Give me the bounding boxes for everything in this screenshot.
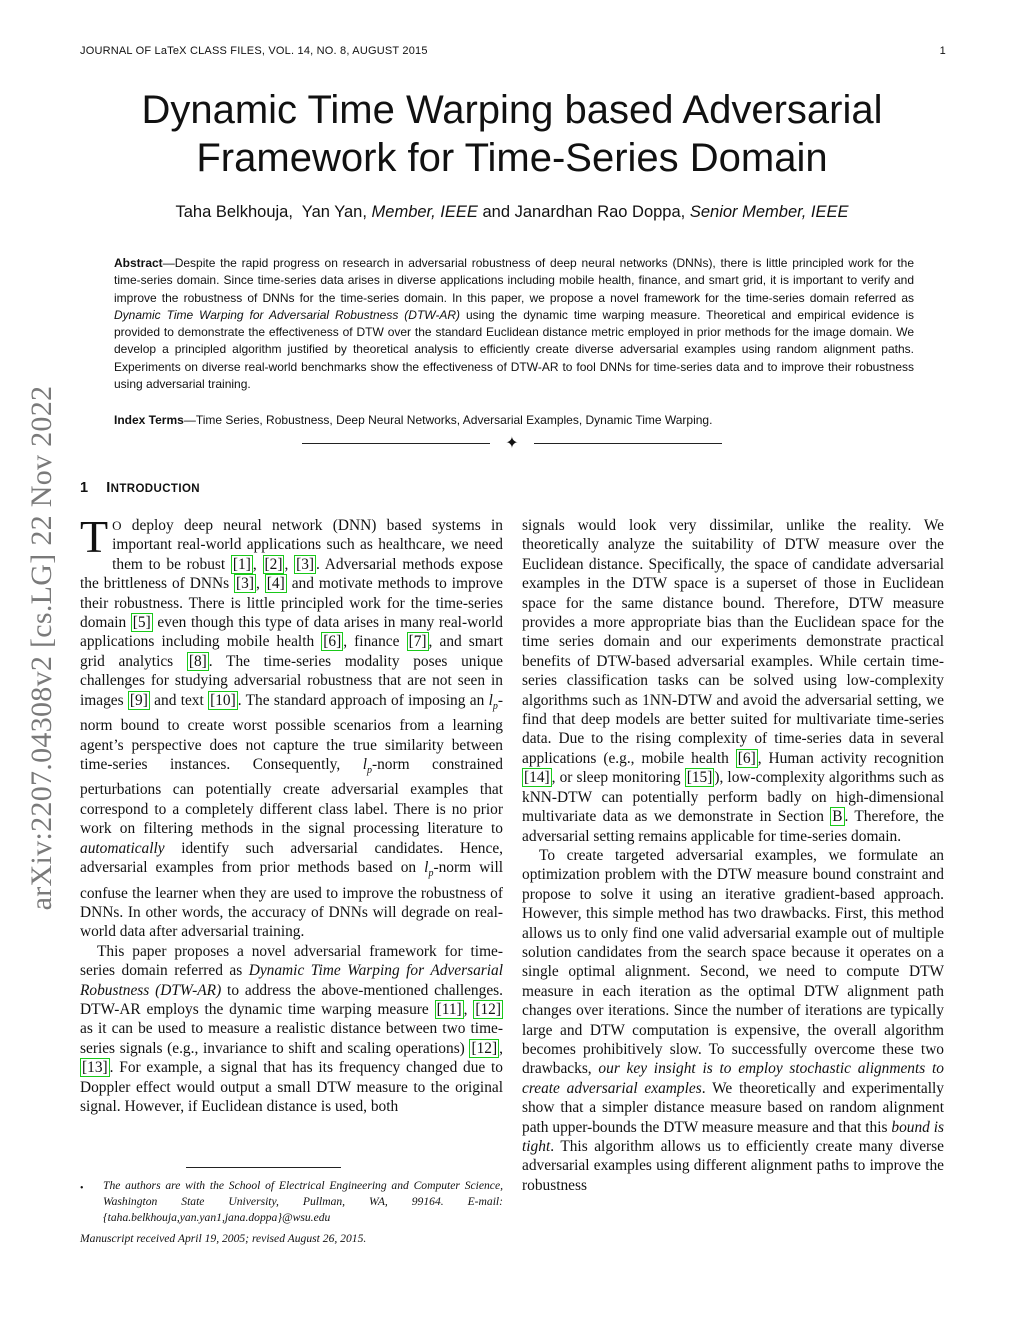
lp-symbol: $l_p$ <box>362 755 372 777</box>
text-run: even though this type of data arises in many real-world applications including mobile health <box>80 614 503 651</box>
text-run: identify such adversarial candidates. Hence, adversarial examples from prior methods based on <box>80 839 503 877</box>
citation-link[interactable]: [15] <box>686 769 713 787</box>
page-number: 1 <box>939 45 946 57</box>
text-run: and text <box>149 691 209 709</box>
author-3: Janardhan Rao Doppa, <box>514 203 686 221</box>
citation-link[interactable]: [12] <box>471 1039 498 1057</box>
paper-title <box>60 86 964 182</box>
text-run: -norm bound to create worst possible scenarios from a learning agent’s perspective does not capture the true similarity between time-series instances. Consequently, <box>80 691 503 773</box>
citation-link[interactable]: [14] <box>524 769 550 787</box>
author-1: Taha Belkhouja, <box>175 203 293 221</box>
text-run: To create targeted adversarial examples, we formulate an optimization problem with the DTW measure bound constraint and propose to solve it using an iterative gradient-based approach. However, this simple method has two drawbacks. First, this method allows us to only find one valid adversarial example out of multiple solution candidates from the search space because it operates on a single optimal alignment. Second, we need to compute DTW measure in each iteration as the optimal DTW alignment path changes over iterations. Since the number of iterations are typically large and DTW computation is expensive, the overall algorithm becomes prohibitively slow. To successfully overcome these two drawbacks, <box>522 846 944 1078</box>
emphasis: bound is tight <box>522 1118 944 1155</box>
footnote-email: {taha.belkhouja,yan.yan1,jana.doppa}@wsu.edu <box>103 1210 331 1224</box>
author-conjunction: and <box>482 203 511 221</box>
paragraph: T O deploy deep neural network (DNN) based systems in important real-world applications such as healthcare, we need them to be robust [1] , [2] , [3] . Adversarial methods expose the brittleness of DNNs [3] , [4] and motivate methods to improve their robustness. There is little principled work for the time-series domain [5] even though this type of data arises in many real-world applications including mobile health [6] , finance [7] , and smart grid analytics [8] . The time-series modality poses unique challenges for studying adversarial robustness that are not seen in images [9] and text [10] . The standard approach of imposing an $l_p$-norm bound to create worst possible scenarios from a learning agent’s perspective does not capture the true similarity between time-series instances. Consequently, $l_p$-norm constrained perturbations can potentially create adversarial examples that correspond to a completely different class label. There is no prior work on filtering methods in the signal processing literature to automatically identify such adversarial candidates. Hence, adversarial examples from prior methods based on $l_p$-norm will confuse the learner when they are used to improve the robustness of DNNs. In other words, the accuracy of DNNs will degrade on real-world data after adversarial training. <box>80 511 504 941</box>
lp-symbol: $l_p$ <box>424 859 434 880</box>
lead-in: O <box>112 518 122 533</box>
index-terms-text: —Time Series, Robustness, Deep Neural Networks, Adversarial Examples, Dynamic Time Warping. <box>183 413 713 427</box>
text-run: , or sleep monitoring <box>551 769 685 787</box>
citation-link[interactable]: [13] <box>82 1059 108 1077</box>
abstract-label: Abstract <box>114 256 163 270</box>
text-run: . The time-series modality poses unique challenges for studying adversarial robustness that are not seen in images <box>80 652 503 709</box>
text-run: as it can be used to measure a realistic distance between two time-series signals (e.g., invariance to shift and scaling operations) <box>80 1020 503 1057</box>
drop-cap: T <box>80 511 109 562</box>
citation-link[interactable]: [6] <box>737 749 756 767</box>
citation-link[interactable]: [10] <box>210 691 236 709</box>
body-column-right <box>522 516 944 1195</box>
footnote <box>80 1178 503 1225</box>
citation-link[interactable]: [8] <box>188 652 207 670</box>
section-heading <box>80 480 200 496</box>
footnote-rule <box>186 1167 341 1168</box>
paragraph <box>522 846 944 1195</box>
footnote-affiliation: The authors are with the School of Electrical Engineering and Computer Science, Washington State University, Pullman, WA, 99164. E-mail: <box>103 1179 503 1208</box>
text-run: . Adversarial methods expose the brittleness of DNNs <box>80 555 504 593</box>
citation-link[interactable]: [4] <box>266 575 285 593</box>
separator-line-left <box>302 443 490 444</box>
text-run: , Human activity recognition <box>757 749 944 767</box>
abstract-text-2: using the dynamic time warping measure. Theoretical and empirical evidence is provided to demonstrate the effectiveness of DTW over the standard Euclidean distance metric employed in prior methods for the image domain. We develop a principled algorithm justified by theoretical analysis to efficiently create diverse adversarial examples using random alignment paths. Experiments on diverse real-world benchmarks show the effectiveness of DTW-AR to fool DNNs for time-series data and to improve their robustness using adversarial training. <box>114 307 914 392</box>
text-run: -norm will confuse the learner when they are used to improve the robustness of DNNs. In other words, the accuracy of DNNs will degrade on real-world data after adversarial training. <box>80 859 504 941</box>
citation-link[interactable]: [3] <box>296 555 315 573</box>
text-run: This paper proposes a novel adversarial framework for time-series domain referred as <box>80 942 503 980</box>
footnote-text <box>103 1178 503 1225</box>
arxiv-stamp: arXiv:2207.04308v2 [cs.LG] 22 Nov 2022 <box>25 385 58 911</box>
citation-link[interactable]: [1] <box>232 555 251 573</box>
lp-symbol: $l_p$ <box>488 691 498 712</box>
abstract-text-1: —Despite the rapid progress on research in adversarial robustness of deep neural networks (DNNs), there is little principled work for the time-series domain. Since time-series data arises in diverse applications including mobile health, finance, and smart grid, it is important to verify and improve the robustness of DNNs for the time-series domain. In this paper, we propose a novel framework for the time-series domain referred as <box>114 256 914 305</box>
journal-line: JOURNAL OF LaTeX CLASS FILES, VOL. 14, NO. 8, AUGUST 2015 <box>80 45 428 57</box>
section-separator <box>302 434 722 454</box>
author-2: Yan Yan, <box>301 203 367 221</box>
section-title-rest: NTRODUCTION <box>110 483 200 495</box>
abstract <box>114 255 914 393</box>
text-run: . Therefore, the adversarial setting remains applicable for time-series domain. <box>522 808 945 845</box>
section-number: 1 <box>80 480 89 496</box>
text-run: signals would look very dissimilar, unlike the reality. We theoretically analyze the suitability of DTW measure over the Euclidean distance. Specifically, the space of candidate adversarial examples in the DTW space is a superset of those in Euclidean space for the same distance bound. Therefore, DTW measure provides a more appropriate bias than the Euclidean space for the time series domain and our experiments demonstrate practical benefits of DTW-based adversarial examples. While certain time-series classification tasks can be solved using low-complexity algorithms such as 1NN-DTW and avoid the adversarial setting, we find that deep models are better suited for multivariate time-series data. Due to the rising complexity of time-series data in several applications (e.g., mobile health <box>522 517 944 767</box>
abstract-framework-name: Dynamic Time Warping for Adversarial Robustness (DTW-AR) <box>114 307 461 322</box>
title-line-1: Dynamic Time Warping based Adversarial <box>141 88 883 132</box>
paragraph: This paper proposes a novel adversarial framework for time-series domain referred as Dynamic Time Warping for Adversarial Robustness (DTW-AR) to address the above-mentioned challenges. DTW-AR employs the dynamic time warping measure [11] , [12] as it can be used to measure a realistic distance between two time-series signals (e.g., invariance to shift and scaling operations) [12] , [13] . For example, a signal that has its frequency changed due to Doppler effect would output a small DTW measure to the original signal. However, if Euclidean distance is used, both <box>80 942 504 1116</box>
separator-diamond-icon: ✦ <box>505 435 519 452</box>
text-run: . The standard approach of imposing an <box>237 691 489 709</box>
citation-link[interactable]: [12] <box>475 1000 501 1018</box>
index-terms-label: Index Terms <box>114 413 184 427</box>
manuscript-note: Manuscript received April 19, 2005; revised August 26, 2015. <box>80 1232 367 1245</box>
text-run: . This algorithm allows us to efficiently create many diverse adversarial examples using different alignment paths to improve the robustness <box>522 1138 944 1194</box>
citation-link[interactable]: [9] <box>129 691 148 709</box>
text-run: ), low-complexity algorithms such as kNN-DTW can potentially perform badly on high-dimensional multivariate data as we demonstrate in Section <box>522 769 944 826</box>
citation-link[interactable]: [6] <box>323 633 342 651</box>
emphasis: automatically <box>80 839 165 857</box>
text-run: deploy deep neural network (DNN) based systems in important real-world applications such as healthcare, we need them to be robust <box>112 517 503 573</box>
index-terms <box>114 412 914 429</box>
paragraph <box>522 516 944 846</box>
text-run: , finance <box>343 633 407 651</box>
author-2-role: Member, IEEE <box>371 203 478 221</box>
text-run: -norm constrained perturbations can potentially create adversarial examples that correspond to a completely different class label. There is no prior work on filtering methods in the signal processing literature to <box>80 755 503 838</box>
footnote-bullet: • <box>80 1183 84 1194</box>
citation-link[interactable]: [2] <box>264 555 283 573</box>
text-run: . For example, a signal that has its frequency changed due to Doppler effect would output a small DTW measure to the original signal. However, if Euclidean distance is used, both <box>80 1059 503 1116</box>
body-column-left <box>80 511 504 1116</box>
emphasis: Dynamic Time Warping for Adversarial Robustness (DTW-AR) <box>80 962 504 999</box>
emphasis: our key insight is to employ stochastic alignments to create adversarial examples <box>522 1060 944 1097</box>
text-run: , and smart grid analytics <box>80 633 504 670</box>
section-link[interactable]: B <box>832 808 843 826</box>
author-list <box>60 203 964 222</box>
citation-link[interactable]: [5] <box>132 614 151 632</box>
citation-link[interactable]: [7] <box>408 633 427 651</box>
running-header <box>80 45 946 57</box>
section-title-initial: I <box>106 480 111 496</box>
citation-link[interactable]: [11] <box>436 1000 462 1018</box>
separator-line-right <box>534 443 722 444</box>
text-run: and motivate methods to improve their robustness. There is little principled work for the time-series domain <box>80 575 504 632</box>
author-3-role: Senior Member, IEEE <box>689 203 849 221</box>
text-run: to address the above-mentioned challenges. DTW-AR employs the dynamic time warping measure <box>80 981 503 1018</box>
title-line-2: Framework for Time-Series Domain <box>196 136 828 180</box>
text-run: . We theoretically and experimentally show that a simpler distance measure based on random alignment path upper-bounds the DTW measure measure and that this <box>522 1079 945 1136</box>
citation-link[interactable]: [3] <box>236 575 254 593</box>
